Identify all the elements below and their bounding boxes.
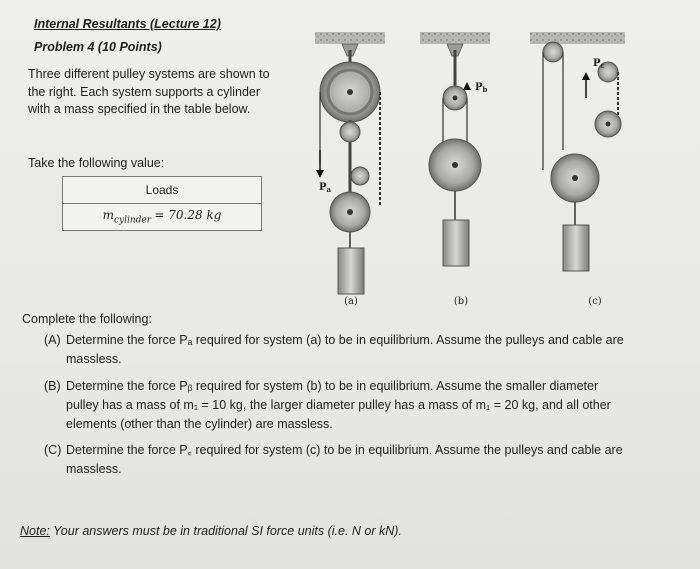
- question-b: [44, 377, 684, 437]
- note-label: Note:: [20, 524, 50, 538]
- force-arrowhead-a: [316, 170, 324, 178]
- pulley-hub-a: [347, 209, 353, 215]
- mass-subscript: cylinder: [113, 215, 152, 226]
- take-value-text: Take the following value:: [28, 156, 165, 170]
- question-label: (A): [44, 333, 61, 347]
- top-pulley-c: [543, 42, 563, 62]
- question-text: [66, 441, 686, 479]
- question-line: Determine the force Pₐ required for system (a) to be in equilibrium. Assume the pulleys and cable are: [66, 333, 624, 347]
- ceiling-b: [420, 32, 490, 44]
- loads-table: [62, 176, 262, 231]
- intro-paragraph: [28, 66, 293, 119]
- pulley-hub-c: [606, 122, 611, 127]
- mass-cell: [63, 204, 262, 231]
- label-b: (b): [453, 296, 469, 307]
- complete-heading: Complete the following:: [22, 312, 152, 326]
- question-text: [66, 377, 686, 434]
- mass-value: = 70.28 kg: [154, 208, 222, 223]
- pulley-hub-a: [347, 89, 353, 95]
- force-arrowhead-b: [463, 82, 471, 90]
- question-a: [44, 331, 684, 371]
- question-line: pulley has a mass of m₁ = 10 kg, the larger diameter pulley has a mass of m₁ = 20 kg, and all other: [66, 398, 611, 412]
- force-label-b: $P_b$: [475, 82, 488, 94]
- pulley-hub-b: [452, 162, 458, 168]
- cylinder-c: [563, 225, 589, 271]
- loads-header: Loads: [63, 177, 262, 204]
- cylinder-b: [443, 220, 469, 266]
- system-c: [530, 32, 625, 307]
- question-label: (C): [44, 443, 62, 457]
- small-pulley-a: [351, 167, 369, 185]
- question-line: elements (other than the cylinder) are massless.: [66, 417, 333, 431]
- force-label-c: $P_c$: [593, 58, 605, 70]
- intro-line: with a mass specified in the table below.: [28, 102, 251, 116]
- label-c: (c): [588, 296, 602, 307]
- worksheet-title: Internal Resultants (Lecture 12): [34, 17, 221, 31]
- system-b: [420, 32, 490, 307]
- question-c: [44, 441, 684, 481]
- pulley-figure: [295, 20, 635, 310]
- force-arrowhead-c: [582, 72, 590, 80]
- question-line: massless.: [66, 462, 122, 476]
- ceiling-c: [530, 32, 625, 44]
- problem-heading: Problem 4 (10 Points): [34, 40, 162, 54]
- mass-symbol: m: [102, 208, 114, 223]
- intro-line: Three different pulley systems are shown to: [28, 67, 270, 81]
- question-line: Determine the force Pᵦ required for system (b) to be in equilibrium. Assume the smaller diameter: [66, 379, 599, 393]
- question-label: (B): [44, 379, 61, 393]
- intro-line: the right. Each system supports a cylinder: [28, 84, 261, 99]
- cylinder-a: [338, 248, 364, 294]
- question-line: massless.: [66, 352, 122, 366]
- pulley-hub-c: [572, 175, 578, 181]
- force-label-a: $P_a$: [319, 182, 332, 194]
- question-text: [66, 331, 686, 369]
- pulley-hub-b: [453, 96, 458, 101]
- question-line: Determine the force P꜀ required for system (c) to be in equilibrium. Assume the pulleys and cable are: [66, 443, 623, 457]
- label-a: (a): [344, 296, 358, 307]
- ceiling-a: [315, 32, 385, 44]
- note: [20, 524, 402, 538]
- system-a: [315, 32, 385, 307]
- small-pulley-a: [340, 122, 360, 142]
- note-text: Your answers must be in traditional SI force units (i.e. N or kN).: [49, 524, 402, 538]
